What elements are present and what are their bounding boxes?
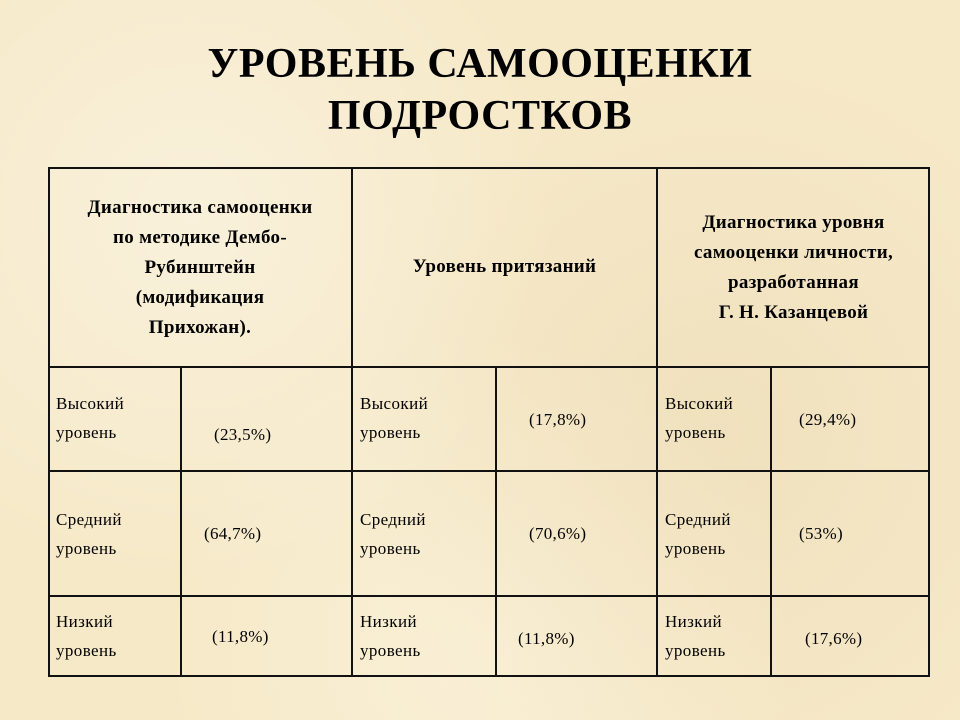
row-high-value-3: (29,4%) [799, 410, 857, 429]
table-border-top [48, 167, 930, 169]
header-dembo-rubinstein: Диагностика самооценки по методике Дембо- Рубинштейн (модификация Прихожан). [87, 197, 313, 338]
group-divider-2 [656, 167, 658, 677]
sub-divider-2 [495, 367, 497, 677]
row-high-label-2: Высокий уровень [360, 394, 429, 442]
group-divider-1 [351, 167, 353, 677]
row-high-label-1: Высокий уровень [56, 394, 125, 442]
header-kazantseva: Диагностика уровня самооценки личности, разработанная Г. Н. Казанцевой [693, 212, 894, 323]
sub-divider-1 [180, 367, 182, 677]
row-low-label-1: Низкий уровень [56, 612, 117, 660]
self-esteem-table [48, 167, 930, 677]
page-title-line-2: ПОДРОСТКОВ [327, 93, 633, 139]
page-title [0, 38, 960, 142]
row-low-value-2: (11,8%) [518, 629, 575, 648]
table-border-right [928, 167, 930, 677]
row-medium-label-2: Средний уровень [360, 510, 426, 558]
page-title-line-1: УРОВЕНЬ САМООЦЕНКИ [207, 41, 753, 87]
row-medium-label-1: Средний уровень [56, 510, 122, 558]
row-high-value-1: (23,5%) [214, 425, 272, 444]
row-medium-label-3: Средний уровень [665, 510, 731, 558]
row-high-value-2: (17,8%) [529, 410, 587, 429]
row-medium-value-1: (64,7%) [204, 524, 262, 543]
row-low-label-3: Низкий уровень [665, 612, 726, 660]
row-low-label-2: Низкий уровень [360, 612, 421, 660]
row-low-value-3: (17,6%) [805, 629, 863, 648]
row-medium-value-2: (70,6%) [529, 524, 587, 543]
sub-divider-3 [770, 367, 772, 677]
header-aspiration-level: Уровень притязаний [412, 256, 597, 277]
table-border-left [48, 167, 50, 677]
row-medium-value-3: (53%) [799, 524, 843, 543]
row-low-value-1: (11,8%) [212, 627, 269, 646]
row-high-label-3: Высокий уровень [665, 394, 734, 442]
